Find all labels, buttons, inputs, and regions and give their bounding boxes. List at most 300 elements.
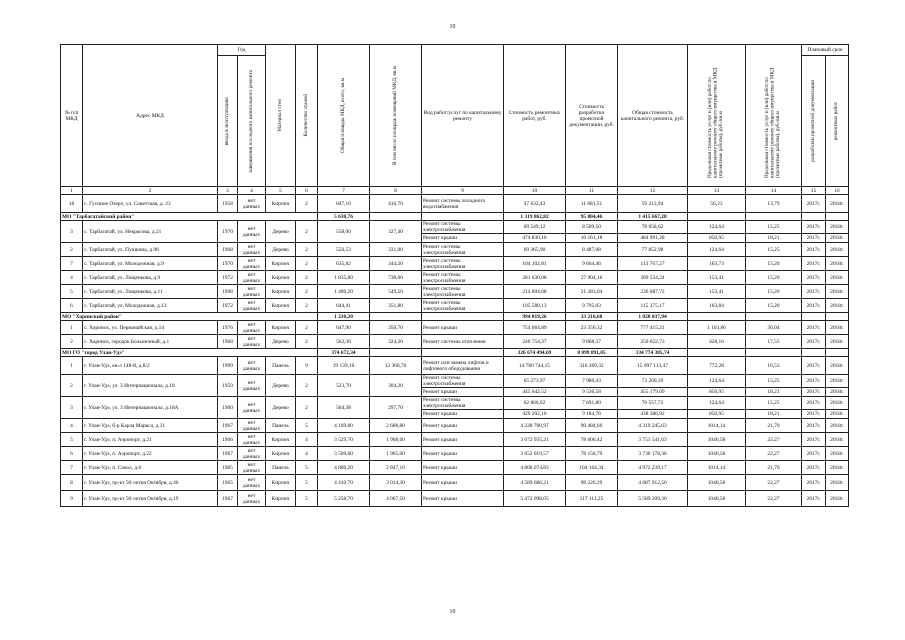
row-deadline-design: 2017г. (802, 375, 826, 388)
row-year-last-repair: нет данных (238, 357, 266, 375)
row-repair-cost: 62 866,92 (504, 397, 566, 410)
row-deadline-design: 2017г. (802, 397, 826, 410)
row-design-cost: 117 111,25 (566, 491, 618, 507)
district-area: 5 630,76 (318, 213, 370, 221)
row-wall-material: Кирпич (266, 257, 296, 271)
row-limit-cost: 850,95 (688, 234, 746, 243)
row-year-last-repair: нет данных (238, 419, 266, 433)
row-number: 3 (61, 397, 83, 419)
row-deadline-works: 2018г. (826, 285, 849, 299)
header-floors: Количество этажей (296, 45, 318, 187)
district-total-cost: 1 415 667,28 (618, 213, 688, 221)
row-year-commission: 1972 (218, 271, 238, 285)
row-number: 6 (61, 299, 83, 313)
row-wall-material: Кирпич (266, 321, 296, 335)
row-repair-cost: 104 102,81 (504, 257, 566, 271)
district-name: МО ГО "город Улан-Удэ" (61, 349, 318, 357)
row-address: с. Хоринск, городок Больничный, д.1 (83, 335, 218, 349)
table-row (61, 243, 849, 257)
row-address: г. Улан-Удэ, б-р Карла Маркса, д.31 (83, 419, 218, 433)
row-design-cost: 23 350,32 (566, 321, 618, 335)
row-deadline-works: 2018г. (826, 475, 849, 491)
table-row (61, 475, 849, 491)
row-total-area: 3 509,60 (318, 447, 370, 461)
row-total-cost: 15 097 113,47 (618, 357, 688, 375)
row-address: с. Тарбагатай, ул. Некрасова, д.21 (83, 221, 218, 243)
row-floors: 5 (296, 419, 318, 433)
row-work-type: Ремонт системы электроснабжения (422, 221, 504, 234)
row-limit-cost-2: 22,27 (746, 433, 802, 447)
column-number: 2 (83, 187, 218, 195)
row-year-commission: 1966 (218, 433, 238, 447)
row-design-cost: 10 161,18 (566, 234, 618, 243)
district-row (61, 213, 849, 221)
row-total-cost: 4 972 239,17 (618, 461, 688, 475)
row-year-commission: 1970 (218, 221, 238, 243)
row-floors: 2 (296, 195, 318, 213)
district-area: 374 672,34 (318, 349, 370, 357)
row-limit-cost-2: 36,04 (746, 321, 802, 335)
column-number-row (61, 187, 849, 195)
row-limit-cost-2: 15,25 (746, 221, 802, 234)
row-number: 3 (61, 221, 83, 243)
table-row (61, 221, 849, 234)
row-work-type: Ремонт системы холодного водоснабжения (422, 195, 504, 213)
row-deadline-design: 2017г. (802, 410, 826, 419)
row-design-cost: 9 795,03 (566, 299, 618, 313)
row-deadline-design: 2017г. (802, 257, 826, 271)
row-address: с. Тарбагатай, ул. Лощенкова, д.9 (83, 271, 218, 285)
row-limit-cost: 428,16 (688, 335, 746, 349)
column-number: 12 (618, 187, 688, 195)
header-year-commission: ввода в эксплуатацию (218, 56, 238, 187)
row-year-commission: 1967 (218, 447, 238, 461)
row-deadline-design: 2017г. (802, 299, 826, 313)
row-limit-cost: 1 163,86 (688, 321, 746, 335)
row-total-cost: 438 386,92 (618, 410, 688, 419)
row-floors: 2 (296, 299, 318, 313)
table-row (61, 285, 849, 299)
row-deadline-works: 2018г. (826, 321, 849, 335)
row-wall-material: Кирпич (266, 195, 296, 213)
row-wall-material: Дерево (266, 335, 296, 349)
district-name: МО "Тарбагатайский район" (61, 213, 318, 221)
row-deadline-works: 2018г. (826, 335, 849, 349)
district-empty (370, 313, 422, 321)
row-deadline-works: 2018г. (826, 357, 849, 375)
header-limit-cost-2: Предельная стоимость услуг и (или) работ по капитальному ремонту общего имущества в МКД (проектные работы), руб./кв.м (746, 45, 802, 187)
row-total-area: 558,00 (318, 221, 370, 243)
row-design-cost: 9 536,58 (566, 388, 618, 397)
row-limit-cost: 1040,58 (688, 447, 746, 461)
row-year-last-repair: нет данных (238, 195, 266, 213)
district-design-cost: 33 218,68 (566, 313, 618, 321)
row-deadline-design: 2017г. (802, 243, 826, 257)
district-empty (370, 349, 422, 357)
row-total-cost: 484 991,28 (618, 234, 688, 243)
row-year-last-repair: нет данных (238, 271, 266, 285)
row-deadline-works: 2018г. (826, 243, 849, 257)
header-year-last-repair: завершения последнего капитального ремонта (238, 56, 266, 187)
row-total-area: 647,90 (318, 321, 370, 335)
row-deadline-works: 2018г. (826, 271, 849, 285)
row-year-commission: 1972 (218, 299, 238, 313)
row-limit-cost: 153,41 (688, 285, 746, 299)
row-design-cost: 8 487,08 (566, 243, 618, 257)
row-address: с. Тарбагатай, ул. Молодежная, д.9 (83, 257, 218, 271)
row-repair-cost: 214 804,68 (504, 285, 566, 299)
row-limit-cost-2: 15,20 (746, 257, 802, 271)
row-total-cost: 59 313,94 (618, 195, 688, 213)
table-row (61, 299, 849, 313)
row-floors: 5 (296, 491, 318, 507)
row-living-area: 350,70 (370, 321, 422, 335)
row-year-last-repair: нет данных (238, 491, 266, 507)
district-row (61, 313, 849, 321)
row-year-last-repair: нет данных (238, 335, 266, 349)
column-number: 15 (802, 187, 826, 195)
district-empty (802, 349, 826, 357)
row-floors: 9 (296, 357, 318, 375)
row-year-commission: 1985 (218, 461, 238, 475)
row-year-commission: 1960 (218, 397, 238, 419)
row-limit-cost-2: 21,70 (746, 419, 802, 433)
row-deadline-works: 2018г. (826, 257, 849, 271)
row-number: 2 (61, 335, 83, 349)
row-wall-material: Дерево (266, 397, 296, 419)
row-limit-cost-2: 22,27 (746, 475, 802, 491)
row-address: г. Улан-Удэ, п. Аэропорт, д.21 (83, 433, 218, 447)
table-row (61, 357, 849, 375)
header-total-cost: Общая стоимость капитального ремонта, руб. (618, 45, 688, 187)
row-year-last-repair: нет данных (238, 285, 266, 299)
row-address: г. Улан-Удэ, ул. 3 Интернационала, д.18 (83, 375, 218, 397)
row-living-area: 327,40 (370, 221, 422, 243)
row-repair-cost: 3 652 019,57 (504, 447, 566, 461)
row-deadline-design: 2017г. (802, 475, 826, 491)
district-repair-cost: 326 674 494,69 (504, 349, 566, 357)
row-wall-material: Панель (266, 461, 296, 475)
row-limit-cost-2: 21,70 (746, 461, 802, 475)
row-year-last-repair: нет данных (238, 243, 266, 257)
row-design-cost: 104 164,34 (566, 461, 618, 475)
header-num: № п/п МКД (61, 45, 83, 187)
district-empty (746, 313, 802, 321)
column-number: 7 (318, 187, 370, 195)
row-living-area: 738,00 (370, 271, 422, 285)
row-deadline-design: 2017г. (802, 271, 826, 285)
row-limit-cost-2: 15,25 (746, 375, 802, 388)
row-total-cost: 78 058,62 (618, 221, 688, 234)
row-work-type: Ремонт крыши (422, 410, 504, 419)
row-deadline-design: 2017г. (802, 234, 826, 243)
row-limit-cost: 1014,14 (688, 461, 746, 475)
row-total-area: 635,82 (318, 257, 370, 271)
district-empty (826, 313, 849, 321)
header-wall-material: Материал стен (266, 45, 296, 187)
row-year-commission: 1998 (218, 285, 238, 299)
row-limit-cost: 1040,58 (688, 475, 746, 491)
row-limit-cost-2: 16,53 (746, 357, 802, 375)
row-deadline-design: 2017г. (802, 447, 826, 461)
row-wall-material: Дерево (266, 243, 296, 257)
row-limit-cost-2: 17,55 (746, 335, 802, 349)
row-year-commission: 1999 (218, 357, 238, 375)
row-wall-material: Кирпич (266, 299, 296, 313)
row-number: 1 (61, 321, 83, 335)
row-repair-cost: 65 273,97 (504, 375, 566, 388)
table-row (61, 321, 849, 335)
row-work-type: Ремонт крыши (422, 475, 504, 491)
header-living-area: В том числе площадь помещений МКД, кв.м (370, 45, 422, 187)
row-deadline-design: 2017г. (802, 221, 826, 234)
row-work-type: Ремонт системы электроснабжения (422, 285, 504, 299)
row-total-area: 556,53 (318, 243, 370, 257)
row-repair-cost: 281 630,08 (504, 271, 566, 285)
row-living-area: 549,50 (370, 285, 422, 299)
row-wall-material: Дерево (266, 221, 296, 243)
table-row (61, 447, 849, 461)
row-repair-cost: 5 472 098,05 (504, 491, 566, 507)
row-limit-cost: 1040,58 (688, 433, 746, 447)
row-limit-cost: 1014,14 (688, 419, 746, 433)
row-number: 4 (61, 271, 83, 285)
row-number: 5 (61, 285, 83, 299)
row-address: г. Улан-Удэ, пр-кт 50-летия Октября, д.46 (83, 475, 218, 491)
row-year-last-repair: нет данных (238, 321, 266, 335)
header-repair-cost: Стоимость ремонтных работ, руб. (504, 45, 566, 187)
row-repair-cost: 445 642,52 (504, 388, 566, 397)
row-limit-cost-2: 18,21 (746, 388, 802, 397)
row-limit-cost: 153,41 (688, 271, 746, 285)
row-year-commission: 1959 (218, 375, 238, 397)
page-number-bottom: 10 (449, 609, 456, 615)
table-row (61, 461, 849, 475)
row-wall-material: Кирпич (266, 447, 296, 461)
row-total-cost: 777 415,21 (618, 321, 688, 335)
row-living-area: 297,70 (370, 397, 422, 419)
row-design-cost: 27 904,16 (566, 271, 618, 285)
row-repair-cost: 14 780 744,15 (504, 357, 566, 375)
row-deadline-works: 2018г. (826, 447, 849, 461)
row-total-area: 504,38 (318, 397, 370, 419)
row-year-last-repair: нет данных (238, 461, 266, 475)
column-number: 3 (218, 187, 238, 195)
column-number: 13 (688, 187, 746, 195)
row-deadline-works: 2018г. (826, 195, 849, 213)
row-design-cost: 21 283,04 (566, 285, 618, 299)
row-wall-material: Кирпич (266, 271, 296, 285)
row-wall-material: Кирпич (266, 491, 296, 507)
row-floors: 2 (296, 285, 318, 299)
row-design-cost: 11 681,51 (566, 195, 618, 213)
row-repair-cost: 754 064,89 (504, 321, 566, 335)
row-number: 7 (61, 461, 83, 475)
row-address: с. Тарбагатай, ул. Молодежная, д.13 (83, 299, 218, 313)
row-design-cost: 7 986,43 (566, 375, 618, 388)
row-total-cost: 250 622,73 (618, 335, 688, 349)
row-design-cost: 90 484,66 (566, 419, 618, 433)
row-work-type: Ремонт системы электроснабжения (422, 375, 504, 388)
row-floors: 2 (296, 397, 318, 419)
row-limit-cost: 163,84 (688, 299, 746, 313)
row-work-type: Ремонт крыши (422, 234, 504, 243)
table-row (61, 271, 849, 285)
row-limit-cost: 850,95 (688, 410, 746, 419)
district-total-cost: 334 774 385,74 (618, 349, 688, 357)
row-total-cost: 113 767,27 (618, 257, 688, 271)
row-year-commission: 1967 (218, 491, 238, 507)
row-repair-cost: 4 228 760,97 (504, 419, 566, 433)
row-total-cost: 115 375,17 (618, 299, 688, 313)
row-living-area: 12 360,70 (370, 357, 422, 375)
row-floors: 2 (296, 243, 318, 257)
row-repair-cost: 47 632,43 (504, 195, 566, 213)
row-wall-material: Дерево (266, 375, 296, 397)
row-design-cost: 8 509,50 (566, 221, 618, 234)
table-row (61, 491, 849, 507)
row-wall-material: Кирпич (266, 475, 296, 491)
row-floors: 5 (296, 461, 318, 475)
row-deadline-works: 2018г. (826, 410, 849, 419)
header-address: Адрес МКД (83, 45, 218, 187)
row-deadline-works: 2018г. (826, 419, 849, 433)
row-floors: 2 (296, 271, 318, 285)
district-name: МО "Хоринский район" (61, 313, 318, 321)
row-number: 4 (61, 419, 83, 433)
row-total-area: 4 800,20 (318, 461, 370, 475)
row-limit-cost: 56,23 (688, 195, 746, 213)
row-year-commission: 1967 (218, 419, 238, 433)
district-empty (688, 349, 746, 357)
table-row (61, 419, 849, 433)
row-floors: 4 (296, 433, 318, 447)
row-wall-material: Панель (266, 357, 296, 375)
row-limit-cost: 124,64 (688, 221, 746, 234)
district-empty (802, 213, 826, 221)
row-total-cost: 5 589 209,30 (618, 491, 688, 507)
row-total-area: 847,10 (318, 195, 370, 213)
row-total-cost: 4 687 912,50 (618, 475, 688, 491)
row-floors: 5 (296, 475, 318, 491)
district-empty (826, 213, 849, 221)
row-number: 18 (61, 195, 83, 213)
row-living-area: 416,70 (370, 195, 422, 213)
column-number: 6 (296, 187, 318, 195)
row-deadline-design: 2017г. (802, 419, 826, 433)
row-limit-cost-2: 18,21 (746, 410, 802, 419)
row-deadline-works: 2018г. (826, 388, 849, 397)
district-row (61, 349, 849, 357)
row-year-commission: 1968 (218, 335, 238, 349)
header-deadline-works: ремонтных работ (826, 56, 849, 187)
row-limit-cost-2: 15,20 (746, 299, 802, 313)
column-number: 5 (266, 187, 296, 195)
district-area: 1 210,20 (318, 313, 370, 321)
district-design-cost: 8 099 891,05 (566, 349, 618, 357)
row-work-type: Ремонт системы электроснабжения (422, 397, 504, 410)
row-address: г. Улан-Удэ, п. Аэропорт, д.22 (83, 447, 218, 461)
row-limit-cost-2: 13,79 (746, 195, 802, 213)
district-empty (422, 349, 504, 357)
row-work-type: Ремонт крыши (422, 321, 504, 335)
table-row (61, 397, 849, 410)
district-empty (688, 213, 746, 221)
header-total-area: Общая площадь МКД, всего, кв.м (318, 45, 370, 187)
column-number: 1 (61, 187, 83, 195)
row-work-type: Ремонт крыши (422, 419, 504, 433)
row-total-area: 5 258,70 (318, 491, 370, 507)
row-living-area: 2 608,80 (370, 419, 422, 433)
header-deadline-design: разработки проектной документации (802, 56, 826, 187)
row-year-last-repair: нет данных (238, 221, 266, 243)
row-total-area: 4 410,70 (318, 475, 370, 491)
row-limit-cost-2: 15,20 (746, 285, 802, 299)
district-empty (422, 213, 504, 221)
row-deadline-works: 2018г. (826, 491, 849, 507)
row-deadline-design: 2017г. (802, 491, 826, 507)
row-limit-cost: 1040,58 (688, 491, 746, 507)
row-number: 5 (61, 433, 83, 447)
row-limit-cost-2: 18,21 (746, 234, 802, 243)
district-empty (746, 213, 802, 221)
row-work-type: Ремонт системы отопления (422, 335, 504, 349)
row-year-last-repair: нет данных (238, 375, 266, 397)
row-floors: 2 (296, 257, 318, 271)
table-row (61, 257, 849, 271)
row-work-type: Ремонт системы электроснабжения (422, 243, 504, 257)
row-number: 8 (61, 475, 83, 491)
row-deadline-works: 2018г. (826, 433, 849, 447)
row-year-last-repair: нет данных (238, 433, 266, 447)
row-floors: 4 (296, 447, 318, 461)
row-total-area: 3 529,70 (318, 433, 370, 447)
row-total-cost: 70 557,72 (618, 397, 688, 410)
row-work-type: Ремонт крыши (422, 447, 504, 461)
row-limit-cost-2: 22,27 (746, 447, 802, 461)
row-living-area: 1 968,60 (370, 433, 422, 447)
row-living-area: 351,80 (370, 299, 422, 313)
district-total-cost: 1 028 037,94 (618, 313, 688, 321)
row-repair-cost: 4 589 686,21 (504, 475, 566, 491)
row-deadline-works: 2018г. (826, 397, 849, 410)
row-repair-cost: 474 830,10 (504, 234, 566, 243)
header-limit-cost: Предельная стоимость услуг и (или) работ по капитальному ремонту общего имущества в МКД (проектные работы), руб./кв.м (688, 45, 746, 187)
district-empty (826, 349, 849, 357)
row-wall-material: Кирпич (266, 433, 296, 447)
header-design-cost: Стоимость разработки проектной документации, руб. (566, 45, 618, 187)
row-total-cost: 4 319 245,63 (618, 419, 688, 433)
row-repair-cost: 429 202,16 (504, 410, 566, 419)
row-number: 6 (61, 447, 83, 461)
column-number: 11 (566, 187, 618, 195)
row-number: 1 (61, 357, 83, 375)
row-deadline-works: 2018г. (826, 221, 849, 234)
row-address: с. Тарбагатай, ул. Пушкина, д.96 (83, 243, 218, 257)
row-deadline-design: 2017г. (802, 357, 826, 375)
row-work-type: Ремонт крыши (422, 433, 504, 447)
row-design-cost: 7 691,80 (566, 397, 618, 410)
row-total-cost: 455 179,09 (618, 388, 688, 397)
column-number: 4 (238, 187, 266, 195)
district-repair-cost: 994 819,26 (504, 313, 566, 321)
row-deadline-design: 2017г. (802, 335, 826, 349)
row-limit-cost: 124,64 (688, 375, 746, 388)
row-work-type: Ремонт системы электроснабжения (422, 271, 504, 285)
table-body (61, 195, 849, 507)
row-deadline-design: 2017г. (802, 388, 826, 397)
row-total-area: 644,41 (318, 299, 370, 313)
